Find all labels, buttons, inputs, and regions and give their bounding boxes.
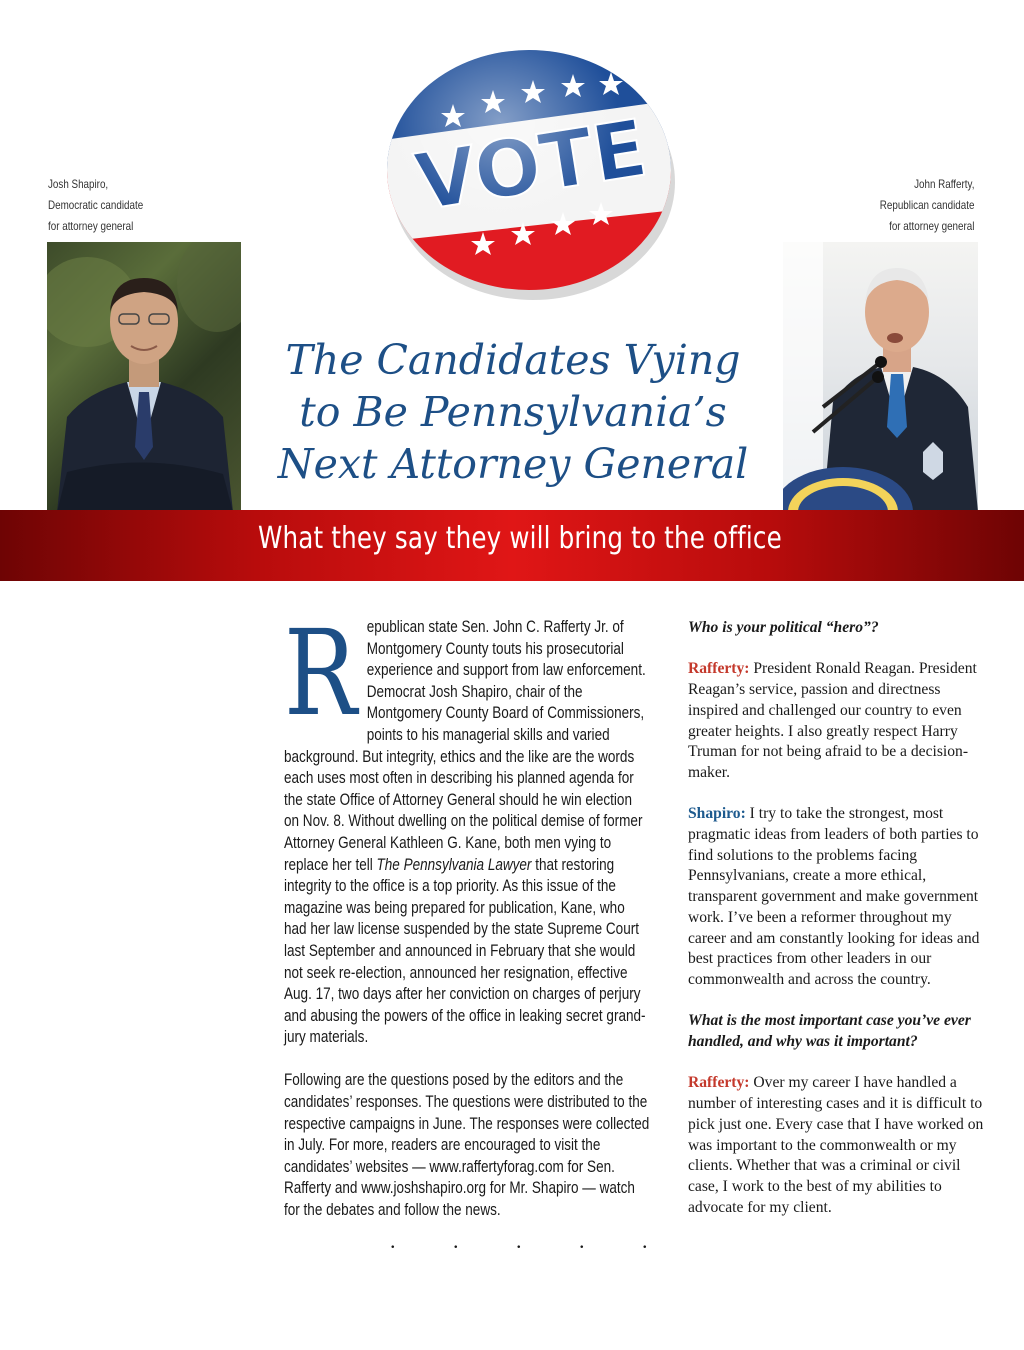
rafferty-photo (783, 242, 978, 512)
title-line: to Be Pennsylvania’s (299, 388, 727, 436)
shapiro-photo (47, 242, 241, 512)
rafferty-label: Rafferty: (688, 1074, 750, 1092)
qa-column (688, 618, 988, 1239)
intro-paragraph (284, 604, 651, 1049)
title-line: The Candidates Vying (285, 336, 741, 384)
shapiro-label: Shapiro: (688, 805, 746, 823)
page-title (230, 334, 796, 490)
caption-line: Democratic candidate (48, 198, 144, 212)
shapiro-caption (48, 174, 143, 237)
rafferty-caption (879, 174, 974, 237)
subtitle-text: What they say they will bring to the office (258, 521, 782, 556)
intro-text: that restoring integrity to the office is a top priority. As this issue of the magazine was being prepared for publication, Kane, who had her law license suspended by the state Supreme Court last September and announced in February that she would not seek re-election, announced her resignation, effective Aug. 17, two days after her conviction on charges of perjury and abusing the powers of the office in leaking secret grand-jury materials. (284, 855, 646, 1047)
section-divider: . . . . . (390, 1228, 674, 1253)
caption-line: for attorney general (888, 219, 974, 233)
magazine-name: The Pennsylvania Lawyer (376, 855, 532, 874)
question: What is the most important case you’ve ever handled, and why was it important? (688, 1012, 971, 1051)
answer-text: I try to take the strongest, most pragmatic ideas from leaders of both parties to find solutions to the problems facing Pennsylvanians, create a more ethical, transparent government and make government work. I’ve been a reformer throughout my career and am constantly looking for ideas and best practices from other leaders in our commonwealth and across the country. (688, 805, 980, 988)
followup-paragraph: Following are the questions posed by the editors and the candidates’ responses. The questions were distributed to the respective campaigns in June. The responses were collected in July. For more, readers are encouraged to visit the candidates’ websites — www.raffertyforag.com for Sen. Rafferty and www.joshshapiro.org for Mr. Shapiro — watch for the debates and follow the news. (284, 1071, 650, 1220)
question: Who is your political “hero”? (688, 619, 879, 636)
intro-column (284, 604, 651, 1222)
title-line: Next Attorney General (277, 440, 749, 488)
answer (688, 804, 988, 990)
answer-text: Over my career I have handled a number of interesting cases and it is difficult to pick just one. Every case that I have worked on was important to the commonwealth or my clients. Whether that was a criminal or civil case, I work to the best of my abilities to advocate for my client. (688, 1074, 984, 1216)
caption-line: Republican candidate (879, 198, 974, 212)
vote-button-graphic (383, 42, 675, 304)
answer (688, 659, 988, 783)
vote-pin-icon (383, 42, 675, 304)
rafferty-label: Rafferty: (688, 660, 750, 678)
intro-text: epublican state Sen. John C. Rafferty Jr. of Montgomery County touts his prosecutorial experience and support from law enforcement. Democrat Josh Shapiro, chair of the Montgomery County Board of Commissioners, points to his managerial skills and varied background. But integrity, ethics and the like are the words each uses most often in describing his planned agenda for the state Office of Attorney General should he win election on Nov. 8. Without dwelling on the political demise of former Attorney General Kathleen G. Kane, both men vying to replace her tell (284, 618, 646, 874)
portrait-illustration (47, 242, 241, 512)
caption-line: for attorney general (48, 219, 134, 233)
caption-line: Josh Shapiro, (48, 177, 109, 191)
answer-text: President Ronald Reagan. President Reagan’s service, passion and directness inspired and challenged our country to even greater heights. I also greatly respect Harry Truman for not being afraid to be a decision-maker. (688, 660, 977, 781)
caption-line: John Rafferty, (913, 177, 974, 191)
answer (688, 1073, 988, 1218)
portrait-illustration (783, 242, 978, 512)
drop-cap: R (284, 604, 357, 742)
